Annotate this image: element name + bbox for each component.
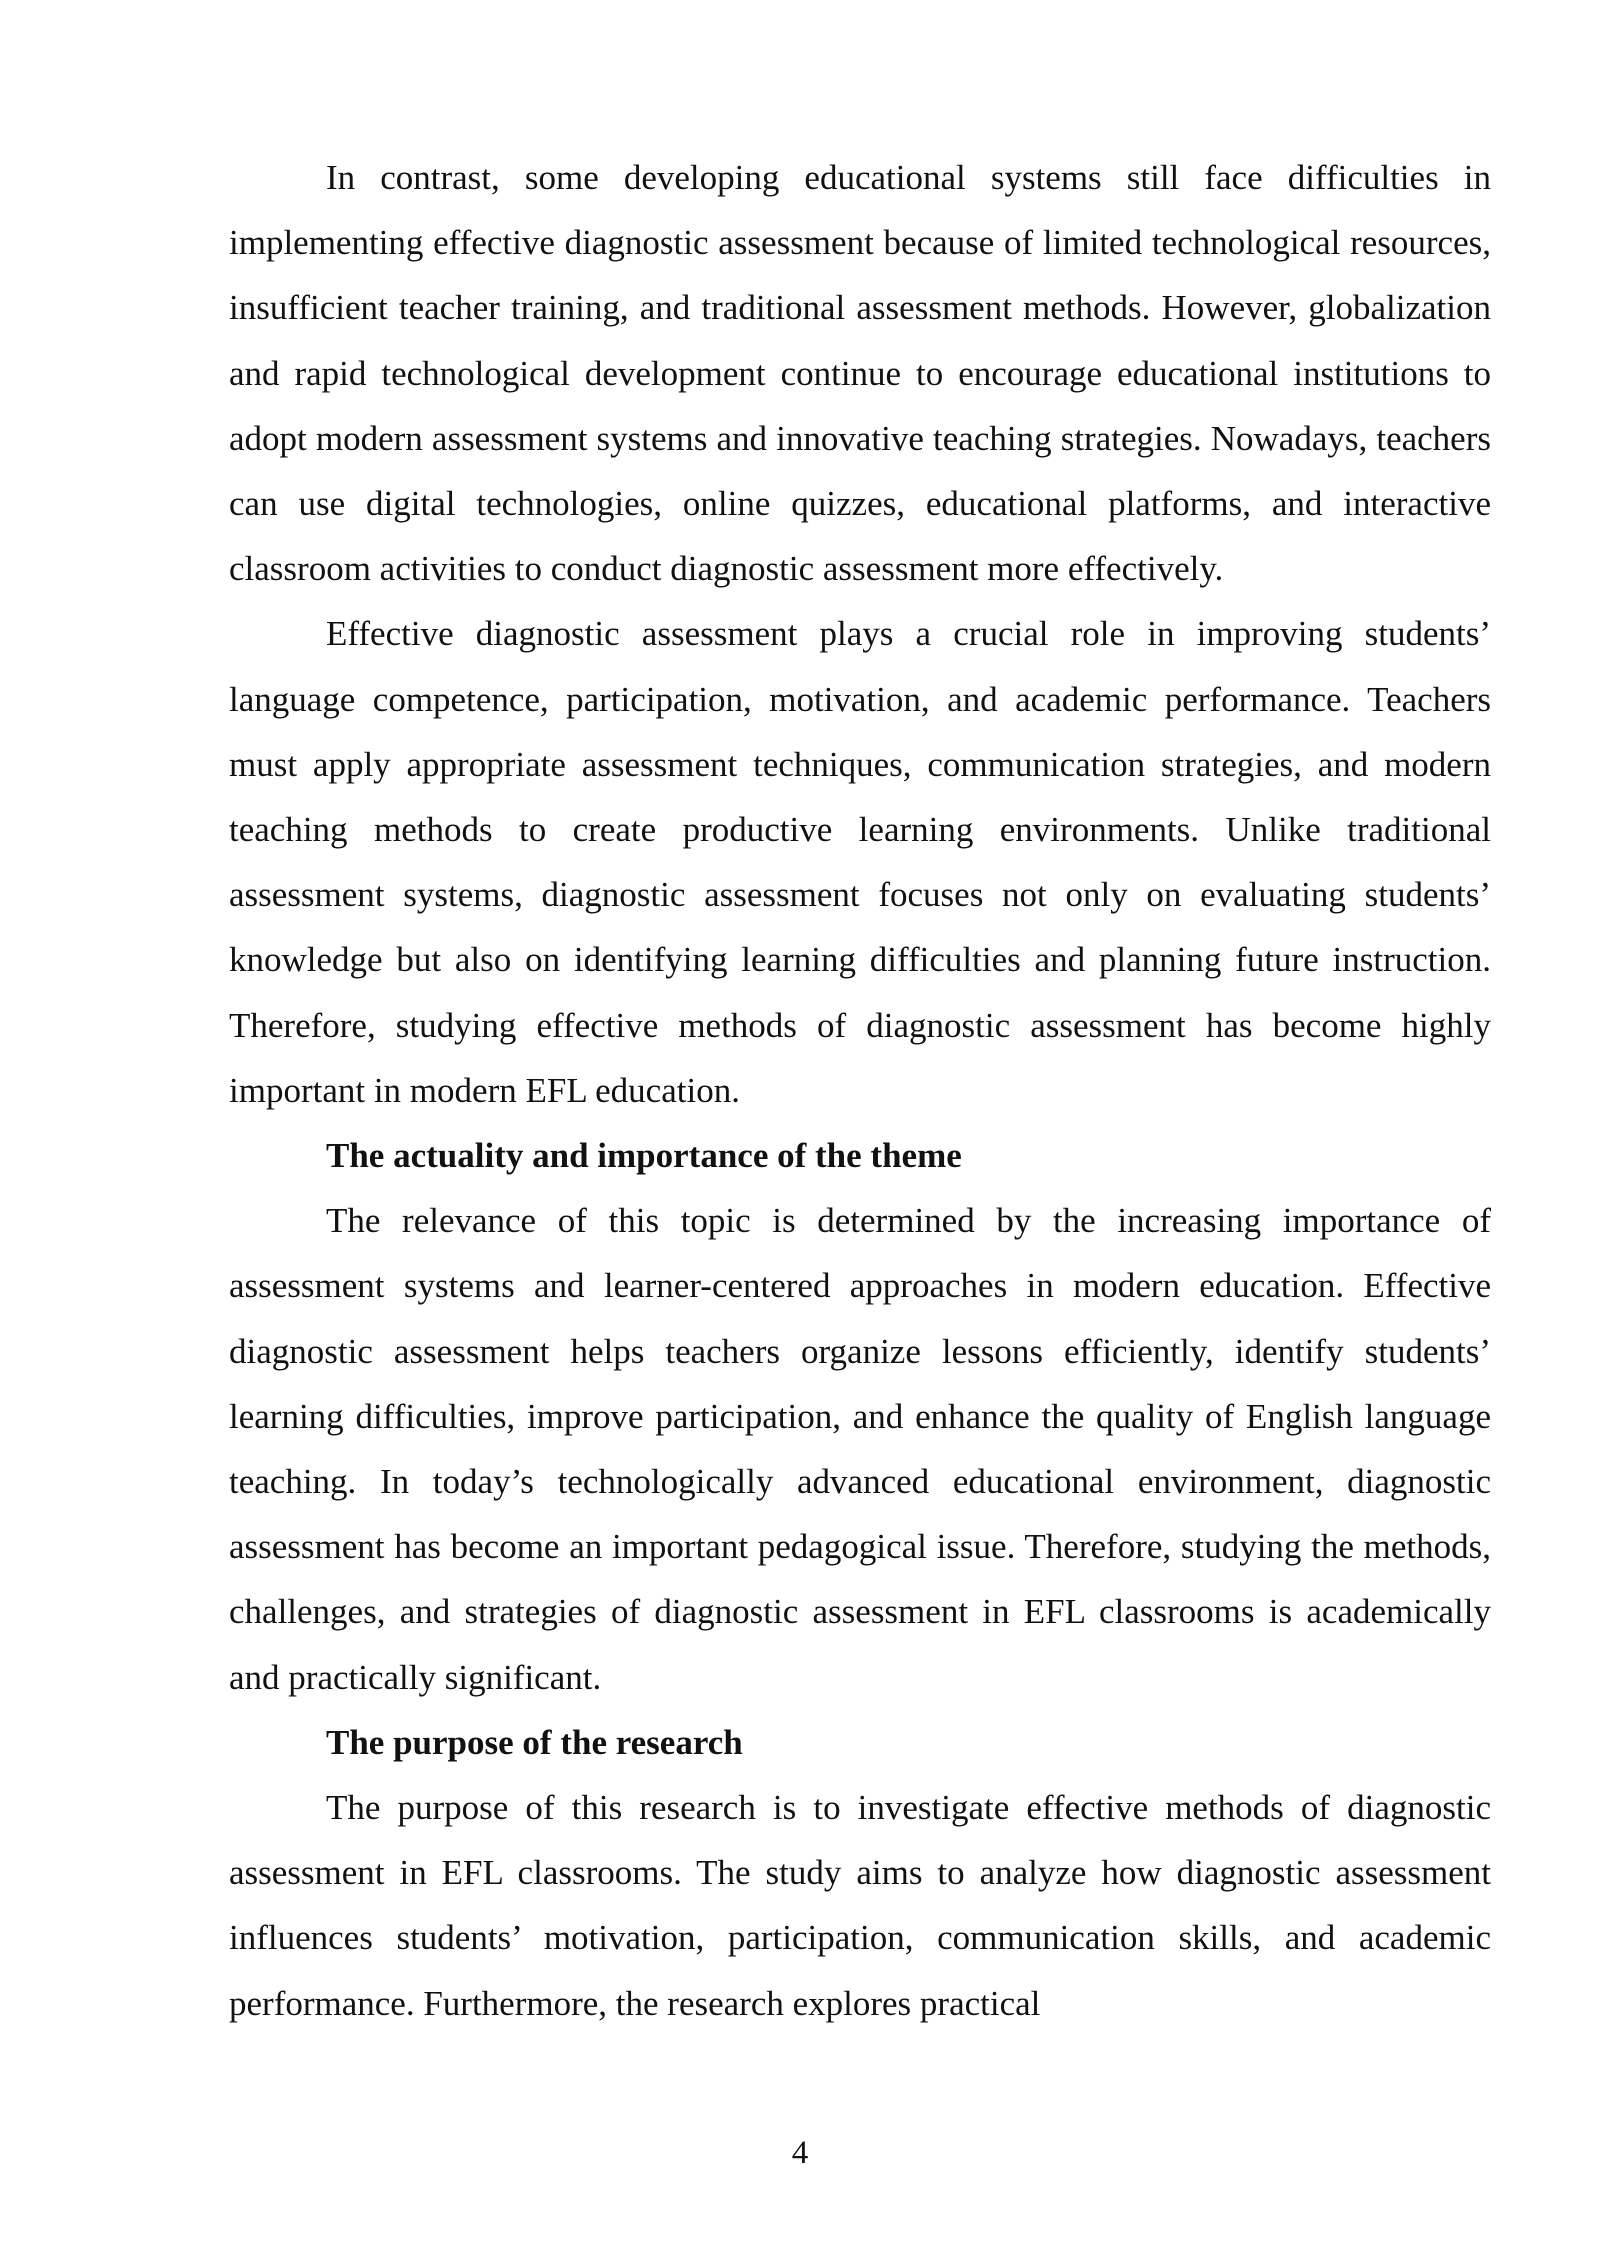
page-number: 4 [791, 2135, 809, 2171]
paragraph-relevance: The relevance of this topic is determined by the increasing importance of assessment systems and learner-centered approaches in modern education. Effective diagnostic assessment helps teachers organize lessons efficiently, identify students’ learning difficulties, improve participation, and enhance the quality of English language teaching. In today’s technologically advanced educational environment, diagnostic assessment has become an important pedagogical issue. Therefore, studying the methods, challenges, and strategies of diagnostic assessment in EFL classrooms is academically and practically significant. [229, 1201, 1491, 1697]
paragraph-purpose: The purpose of this research is to investigate effective methods of diagnostic assessment in EFL classrooms. The study aims to analyze how diagnostic assessment influences students’ motivation, participation, communication skills, and academic performance. Furthermore, the research explores practical [229, 1788, 1491, 2023]
section-heading-actuality: The actuality and importance of the theme [326, 1136, 962, 1176]
paragraph-effective-assessment: Effective diagnostic assessment plays a crucial role in improving students’ language competence, participation, motivation, and academic performance. Teachers must apply appropriate assessment techniques, communication strategies, and modern teaching methods to create productive learning environments. Unlike traditional assessment systems, diagnostic assessment focuses not only on evaluating students’ knowledge but also on identifying learning difficulties and planning future instruction. Therefore, studying effective methods of diagnostic assessment has become highly important in modern EFL education. [229, 614, 1491, 1110]
section-heading-purpose: The purpose of the research [326, 1722, 743, 1762]
body-text [229, 145, 1491, 2036]
paragraph-developing-systems: In contrast, some developing educational systems still face difficulties in implementing effective diagnostic assessment because of limited technological resources, insufficient teacher training, and traditional assessment methods. However, globalization and rapid technological development continue to encourage educational institutions to adopt modern assessment systems and innovative teaching strategies. Nowadays, teachers can use digital technologies, online quizzes, educational platforms, and interactive classroom activities to conduct diagnostic assessment more effectively. [229, 158, 1491, 589]
